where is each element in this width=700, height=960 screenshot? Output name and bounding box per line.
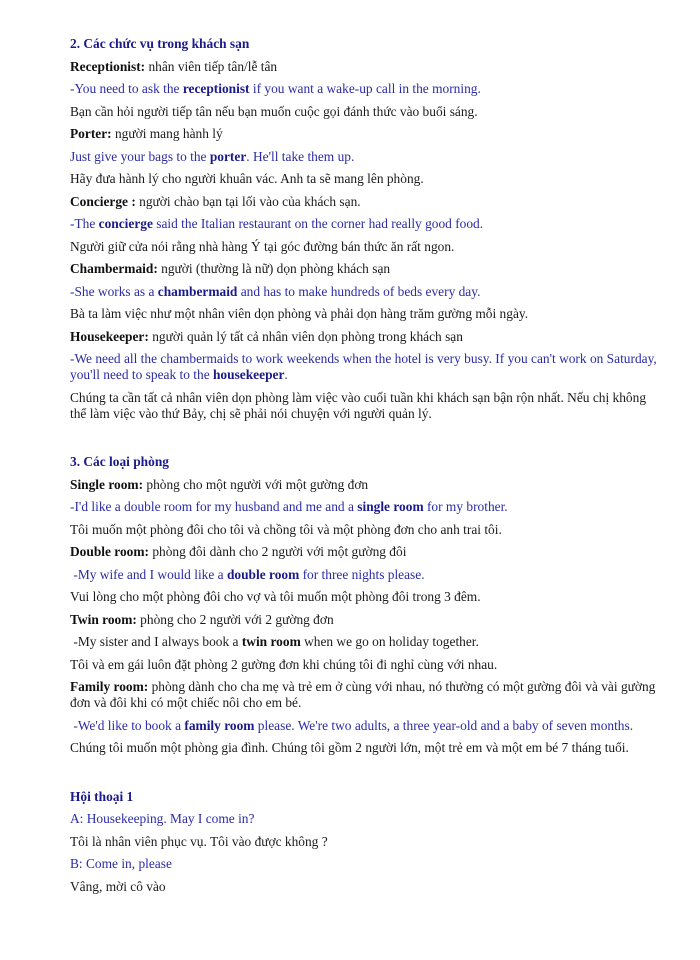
term-definition (70, 477, 660, 493)
example-text: if you want a wake-up call in the morning. (249, 81, 481, 96)
dialogue-translation: Tôi là nhân viên phục vụ. Tôi vào được không ? (70, 833, 328, 849)
dialogue-heading: Hội thoại 1 (70, 788, 134, 804)
example-sentence (70, 567, 660, 583)
term: Concierge : (70, 193, 136, 209)
translation: Hãy đưa hành lý cho người khuân vác. Anh ta sẽ mang lên phòng. (70, 171, 424, 186)
term-definition (70, 329, 660, 345)
example-text: -We need all the chambermaids to work weekends when the hotel is very busy. If you can't work on Saturday, you'll need to speak to the (70, 351, 657, 382)
example-text: for my brother. (423, 499, 508, 514)
term-definition (70, 679, 660, 711)
example-text: -She works as a (70, 283, 158, 299)
example-text: for three nights please. (299, 566, 425, 582)
term-definition (70, 612, 660, 628)
dialogue-line-a: A: Housekeeping. May I come in? (70, 811, 255, 826)
example-keyword: twin room (241, 634, 301, 649)
translation: Vui lòng cho một phòng đôi cho vợ và tôi muốn một phòng đôi trong 3 đêm. (70, 589, 481, 604)
definition: người chào bạn tại lối vào của khách sạn. (135, 193, 361, 209)
definition: phòng cho một người với một gường đơn (143, 476, 369, 492)
example-sentence (70, 284, 660, 300)
section-heading: 3. Các loại phòng (70, 454, 169, 469)
translation: Người giữ cửa nói rằng nhà hàng Ý tại góc đường bán thức ăn rất ngon. (70, 238, 455, 254)
example-keyword: porter (209, 148, 247, 164)
term: Double room: (70, 544, 149, 559)
section-heading: 2. Các chức vụ trong khách sạn (70, 36, 250, 51)
example-sentence (70, 634, 660, 650)
example-text: -I'd like a double room for my husband and me and a (70, 499, 358, 514)
example-keyword: receptionist (182, 81, 250, 96)
example-sentence (70, 351, 660, 383)
term: Chambermaid: (70, 261, 158, 276)
definition: phòng đôi dành cho 2 người với một gường đôi (148, 544, 407, 559)
example-text: when we go on holiday together. (300, 634, 479, 649)
example-keyword: double room (226, 566, 300, 582)
example-text: . (284, 367, 288, 382)
section-spacer (70, 428, 660, 454)
translation: Tôi và em gái luôn đặt phòng 2 gường đơn khi chúng tôi đi nghỉ cùng với nhau. (70, 656, 498, 672)
term-definition (70, 59, 660, 75)
definition: nhân viên tiếp tân/lễ tân (145, 58, 278, 74)
example-text: said the Italian restaurant on the corner had really good food. (152, 216, 484, 231)
definition: phòng cho 2 người với 2 gường đơn (136, 611, 334, 627)
term: Housekeeper: (70, 328, 149, 344)
section-spacer (70, 763, 660, 789)
term-definition (70, 544, 660, 560)
term-definition (70, 194, 660, 210)
example-sentence (70, 718, 660, 734)
translation: Chúng ta cần tất cả nhân viên dọn phòng làm việc vào cuối tuần khi khách sạn bận rộn nhất. Nếu chị không thể làm việc vào thứ Bảy, chị sẽ phải nói chuyện với người quản lý. (70, 389, 647, 421)
term: Twin room: (70, 611, 137, 627)
term: Porter: (70, 126, 112, 141)
example-keyword: housekeeper (212, 367, 285, 382)
translation: Bà ta làm việc như một nhân viên dọn phòng và phải dọn hàng trăm gường mỗi ngày. (70, 306, 529, 321)
term: Family room: (70, 679, 149, 694)
example-sentence (70, 499, 660, 515)
definition: người (thường là nữ) dọn phòng khách sạn (157, 261, 391, 276)
example-keyword: single room (357, 499, 424, 514)
example-keyword: chambermaid (157, 283, 238, 299)
example-sentence (70, 81, 660, 97)
example-text: -My sister and I always book a (70, 634, 242, 649)
example-text: please. We're two adults, a three year-old and a baby of seven months. (254, 717, 634, 733)
example-text: Just give your bags to the (70, 148, 210, 164)
example-text: -You need to ask the (70, 81, 183, 96)
dialogue-line-b: B: Come in, please (70, 856, 172, 871)
definition: người quản lý tất cả nhân viên dọn phòng trong khách sạn (148, 328, 463, 344)
example-text: . He'll take them up. (246, 148, 355, 164)
definition: phòng dành cho cha mẹ và trẻ em ở cùng với nhau, nó thường có một gường đôi và vài gường đơn và đôi khi có một chiếc nôi cho em bé. (70, 679, 656, 710)
term-definition (70, 261, 660, 277)
example-text: -My wife and I would like a (70, 566, 227, 582)
example-text: and has to make hundreds of beds every day. (237, 283, 481, 299)
dialogue-translation: Vâng, mời cô vào (70, 878, 166, 894)
term-definition (70, 126, 660, 142)
example-text: -We'd like to book a (70, 717, 185, 733)
example-sentence (70, 216, 660, 232)
example-keyword: family room (184, 717, 255, 733)
term: Single room: (70, 476, 144, 492)
translation: Chúng tôi muốn một phòng gia đình. Chúng tôi gồm 2 người lớn, một trẻ em và một em bé 7 tháng tuổi. (70, 740, 629, 755)
translation: Tôi muốn một phòng đôi cho tôi và chồng tôi và một phòng đơn cho anh trai tôi. (70, 521, 502, 537)
example-sentence (70, 149, 660, 165)
example-keyword: concierge (98, 216, 153, 231)
definition: người mang hành lý (111, 126, 223, 141)
term: Receptionist: (70, 58, 146, 74)
example-text: -The (70, 216, 99, 231)
translation: Bạn cần hỏi người tiếp tân nếu bạn muốn cuộc gọi đánh thức vào buổi sáng. (70, 103, 478, 119)
